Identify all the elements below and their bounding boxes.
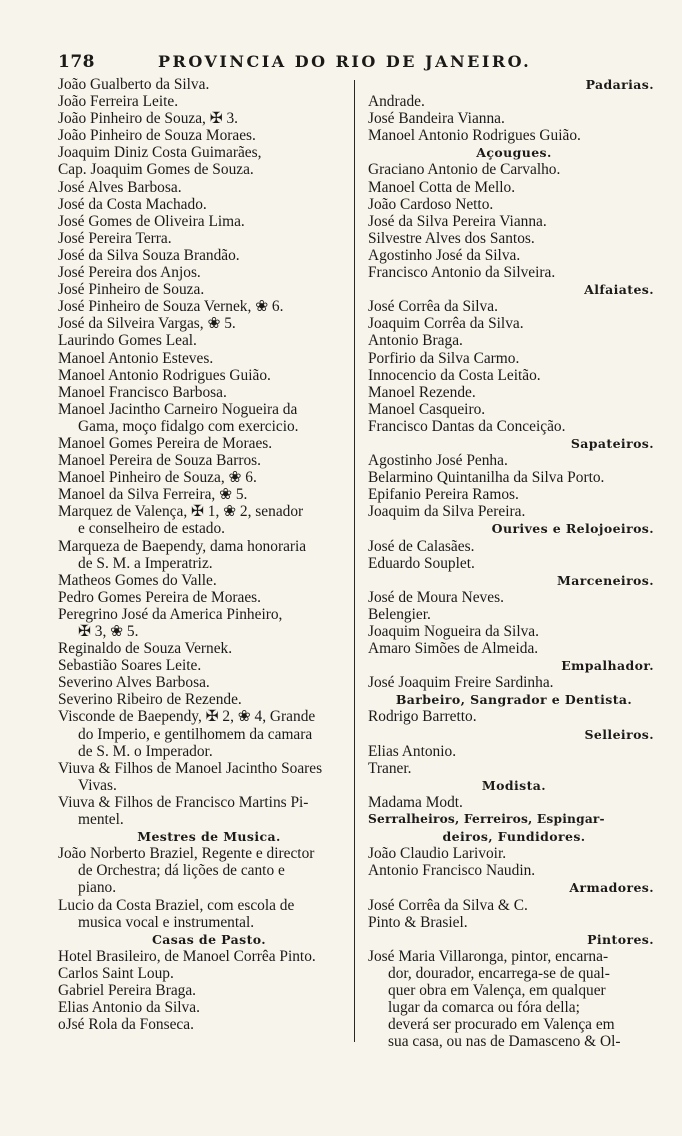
list-item: Severino Alves Barbosa.	[58, 674, 210, 692]
list-item: Antonio Braga.	[368, 332, 463, 350]
list-item: João Cardoso Netto.	[368, 195, 494, 213]
entry-line: Marqueza de Baependy, dama honoraria	[58, 537, 307, 555]
list-item: Silvestre Alves dos Santos.	[368, 229, 535, 247]
list-item: Francisco Dantas da Conceição.	[368, 417, 566, 435]
section-heading: Alfaiates.	[584, 282, 654, 298]
list-item: José Corrêa da Silva.	[368, 298, 498, 316]
list-item: Graciano Antonio de Carvalho.	[368, 161, 561, 179]
list-item: Carlos Saint Loup.	[58, 964, 174, 982]
entry-continuation: de Orchestra; dá lições de canto e	[78, 862, 285, 880]
entry-line: Viuva & Filhos de Francisco Martins Pi-	[58, 793, 309, 811]
section-heading: Modista.	[481, 777, 547, 793]
entry-continuation: deverá ser procurado em Valença em	[388, 1016, 615, 1034]
list-item: Belengier.	[368, 605, 431, 623]
entry-continuation: do Imperio, e gentilhomem da camara	[78, 725, 313, 743]
section-heading: Sapateiros.	[570, 435, 654, 451]
list-item: Innocencio da Costa Leitão.	[368, 366, 541, 384]
list-item: Manoel Cotta de Mello.	[368, 178, 516, 196]
entry-continuation: e conselheiro de estado.	[78, 520, 226, 538]
list-item: José de Calasães.	[368, 537, 475, 555]
entry-continuation: quer obra em Valença, em qualquer	[388, 981, 606, 999]
list-item: Manoel Antonio Rodrigues Guião.	[368, 127, 581, 145]
section-heading: Casas de Pasto.	[151, 931, 267, 947]
list-item: Belarmino Quintanilha da Silva Porto.	[368, 469, 605, 487]
list-item: Agostinho José Penha.	[368, 452, 508, 470]
page-header	[58, 52, 648, 76]
entry-line: Viuva & Filhos de Manoel Jacintho Soares	[58, 759, 323, 777]
entry-line: João Norberto Braziel, Regente e director	[58, 845, 315, 863]
list-item: José Alves Barbosa.	[58, 178, 182, 196]
list-item: Pedro Gomes Pereira de Moraes.	[58, 588, 262, 606]
section-heading: Marceneiros.	[557, 572, 654, 588]
list-item: Joaquim Corrêa da Silva.	[368, 315, 524, 333]
entry-line: Visconde de Baependy, ✠ 2, ❀ 4, Grande	[58, 708, 316, 726]
entry-line: Manoel Jacintho Carneiro Nogueira da	[58, 400, 298, 418]
list-item: Manoel Pinheiro de Souza, ❀ 6.	[58, 469, 257, 487]
section-heading: deiros, Fundidores.	[442, 829, 586, 845]
section-heading: Padarias.	[585, 77, 654, 92]
section-heading: Mestres de Musica.	[137, 829, 281, 845]
list-item: Manoel da Silva Ferreira, ❀ 5.	[58, 486, 248, 504]
entry-continuation: Vivas.	[78, 776, 117, 794]
list-item: Andrade.	[368, 93, 425, 111]
list-item: José Pinheiro de Souza Vernek, ❀ 6.	[58, 298, 284, 316]
section-heading: Armadores.	[569, 880, 654, 896]
list-item: Elias Antonio.	[368, 742, 457, 760]
list-item: José Corrêa da Silva & C.	[368, 896, 528, 914]
list-item: Manoel Francisco Barbosa.	[58, 383, 227, 401]
list-item: Manoel Antonio Esteves.	[58, 349, 214, 367]
list-item: João Gualberto da Silva.	[58, 76, 210, 93]
list-item: Manoel Pereira de Souza Barros.	[58, 452, 262, 470]
list-item: José Pinheiro de Souza.	[58, 281, 205, 299]
entry-continuation: piano.	[78, 879, 117, 897]
section-heading: Açougues.	[476, 145, 552, 161]
list-item: José da Silva Pereira Vianna.	[368, 212, 547, 230]
section-heading: Selleiros.	[584, 726, 654, 742]
list-item: Madama Modt.	[368, 793, 463, 811]
entry-continuation: musica vocal e instrumental.	[78, 913, 255, 931]
entry-continuation: ✠ 3, ❀ 5.	[78, 623, 139, 640]
list-item: José Pereira Terra.	[58, 229, 172, 247]
list-item: José Bandeira Vianna.	[368, 110, 505, 128]
list-item: Agostinho José da Silva.	[368, 246, 521, 264]
list-item: Gabriel Pereira Braga.	[58, 981, 197, 999]
list-item: Traner.	[368, 759, 412, 777]
left-column	[58, 76, 360, 1033]
list-item: José Pereira dos Anjos.	[58, 264, 201, 282]
section-heading: Ourives e Relojoeiros.	[491, 521, 654, 537]
list-item: José de Moura Neves.	[368, 588, 504, 606]
section-heading: Serralheiros, Ferreiros, Espingar-	[368, 812, 605, 827]
list-item: João Pinheiro de Souza Moraes.	[58, 127, 256, 145]
list-item: Manoel Rezende.	[368, 383, 476, 401]
entry-line: Marquez de Valença, ✠ 1, ❀ 2, senador	[58, 503, 304, 521]
section-heading: Pintores.	[587, 931, 654, 947]
list-item: Elias Antonio da Silva.	[58, 999, 200, 1017]
list-item: José da Costa Machado.	[58, 195, 207, 213]
list-item: Pinto & Brasiel.	[368, 913, 468, 931]
entry-line: Peregrino José da America Pinheiro,	[58, 605, 283, 623]
list-item: João Claudio Larivoir.	[368, 845, 507, 863]
list-item: José Joaquim Freire Sardinha.	[368, 674, 554, 692]
list-item: Joaquim Nogueira da Silva.	[368, 623, 539, 640]
section-heading: Barbeiro, Sangrador e Dentista.	[395, 692, 633, 708]
list-item: Joaquim Diniz Costa Guimarães,	[58, 144, 262, 162]
right-column	[368, 76, 660, 1050]
list-item: Hotel Brasileiro, de Manoel Corrêa Pinto.	[58, 947, 316, 965]
list-item: Joaquim da Silva Pereira.	[368, 503, 526, 521]
list-item: Manoel Casqueiro.	[368, 400, 486, 418]
entry-line: José Maria Villaronga, pintor, encarna-	[368, 947, 609, 965]
list-item: oJsé Rola da Fonseca.	[58, 1016, 194, 1034]
list-item: João Ferreira Leite.	[58, 93, 179, 111]
list-item: José da Silveira Vargas, ❀ 5.	[58, 315, 236, 333]
list-item: Porfirio da Silva Carmo.	[368, 349, 520, 367]
list-item: Laurindo Gomes Leal.	[58, 332, 197, 350]
list-item: Cap. Joaquim Gomes de Souza.	[58, 161, 254, 179]
entry-continuation: Gama, moço fidalgo com exercicio.	[78, 417, 299, 435]
entry-continuation: de S. M. o Imperador.	[78, 742, 213, 760]
list-item: Manoel Gomes Pereira de Moraes.	[58, 434, 273, 452]
list-item: Epifanio Pereira Ramos.	[368, 486, 519, 504]
running-head: PROVINCIA DO RIO DE JANEIRO.	[158, 52, 532, 71]
list-item: Antonio Francisco Naudin.	[368, 862, 536, 880]
list-item: Sebastião Soares Leite.	[58, 657, 202, 675]
list-item: Matheos Gomes do Valle.	[58, 571, 217, 589]
list-item: Rodrigo Barretto.	[368, 708, 477, 726]
list-item: Amaro Simões de Almeida.	[368, 640, 539, 658]
list-item: Severino Ribeiro de Rezende.	[58, 691, 242, 709]
list-item: Manoel Antonio Rodrigues Guião.	[58, 366, 271, 384]
entry-continuation: mentel.	[78, 811, 124, 829]
entry-continuation: dor, dourador, encarrega-se de qual-	[388, 964, 610, 982]
list-item: José Gomes de Oliveira Lima.	[58, 212, 245, 230]
list-item: Eduardo Souplet.	[368, 554, 475, 572]
entry-continuation: lugar da comarca ou fóra della;	[388, 999, 580, 1017]
entry-continuation: sua casa, ou nas de Damasceno & Ol-	[388, 1033, 621, 1051]
section-heading: Empalhador.	[561, 658, 654, 674]
entry-line: Lucio da Costa Braziel, com escola de	[58, 896, 295, 914]
list-item: José da Silva Souza Brandão.	[58, 246, 240, 264]
list-item: Reginaldo de Souza Vernek.	[58, 640, 233, 658]
list-item: Francisco Antonio da Silveira.	[368, 264, 556, 282]
page-number: 178	[58, 52, 95, 72]
list-item: João Pinheiro de Souza, ✠ 3.	[58, 110, 239, 128]
entry-continuation: de S. M. a Imperatriz.	[78, 554, 213, 572]
